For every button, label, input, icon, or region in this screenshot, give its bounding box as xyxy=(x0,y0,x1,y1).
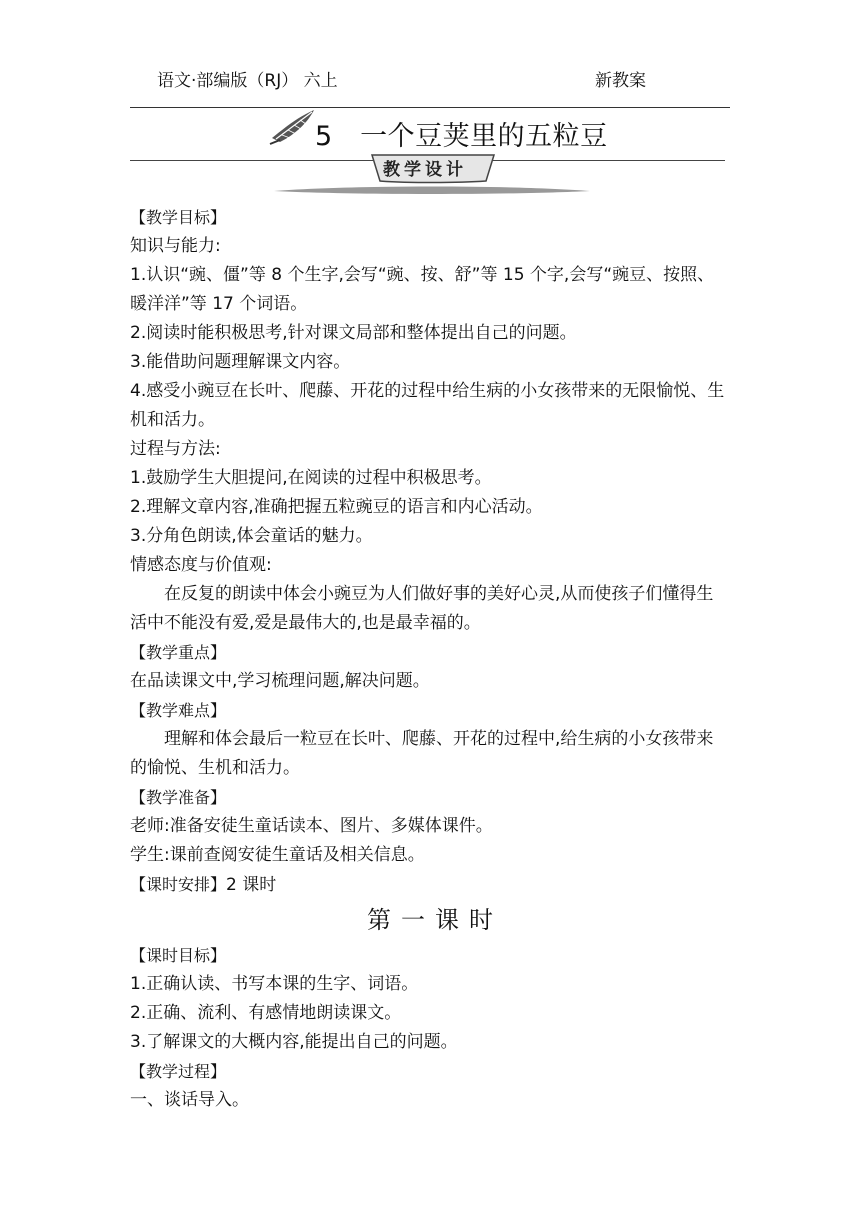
section-heading-schedule: 【课时安排】 xyxy=(130,875,227,894)
text-line: 1.正确认读、书写本课的生字、词语。 xyxy=(130,974,419,994)
text-line: 理解和体会最后一粒豆在长叶、爬藤、开花的过程中,给生病的小女孩带来 xyxy=(164,729,714,749)
text-line: 活中不能没有爱,爱是最伟大的,也是最幸福的。 xyxy=(130,613,481,633)
section-heading-preparation: 【教学准备】 xyxy=(130,788,227,807)
header-rule xyxy=(130,107,730,108)
section-heading-lesson-goals: 【课时目标】 xyxy=(130,946,227,965)
text-line: 3.了解课文的大概内容,能提出自己的问题。 xyxy=(130,1032,458,1052)
text-line: 1.认识“豌、僵”等 8 个生字,会写“豌、按、舒”等 15 个字,会写“豌豆、按照、 xyxy=(130,265,715,285)
text-line: 暖洋洋”等 17 个词语。 xyxy=(130,294,308,314)
text-line: 在品读课文中,学习梳理问题,解决问题。 xyxy=(130,671,430,691)
text-line: 知识与能力: xyxy=(130,236,221,256)
banner-title: 教学设计 xyxy=(383,160,467,180)
text-line: 4.感受小豌豆在长叶、爬藤、开花的过程中给生病的小女孩带来的无限愉悦、生 xyxy=(130,381,725,401)
schedule-line xyxy=(130,870,730,899)
page-header-left: 语文·部编版（RJ） 六上 xyxy=(157,71,338,91)
section-heading-difficulties: 【教学难点】 xyxy=(130,701,227,720)
text-line: 的愉悦、生机和活力。 xyxy=(130,758,300,778)
text-line: 情感态度与价值观: xyxy=(130,555,272,575)
page-header-right: 新教案 xyxy=(595,71,646,91)
text-line: 3.能借助问题理解课文内容。 xyxy=(130,352,351,372)
document-body xyxy=(130,203,730,1115)
text-line: 3.分角色朗读,体会童话的魅力。 xyxy=(130,526,373,546)
section-heading-process: 【教学过程】 xyxy=(130,1062,227,1081)
section-heading-key-points: 【教学重点】 xyxy=(130,643,227,662)
text-line: 学生:课前查阅安徒生童话及相关信息。 xyxy=(130,845,425,865)
schedule-value: 2 课时 xyxy=(226,875,277,895)
text-line: 老师:准备安徒生童话读本、图片、多媒体课件。 xyxy=(130,816,493,836)
text-line: 2.阅读时能积极思考,针对课文局部和整体提出自己的问题。 xyxy=(130,323,577,343)
text-line: 2.正确、流利、有感情地朗读课文。 xyxy=(130,1003,402,1023)
text-line: 1.鼓励学生大胆提问,在阅读的过程中积极思考。 xyxy=(130,468,492,488)
text-line: 在反复的朗读中体会小豌豆为人们做好事的美好心灵,从而使孩子们懂得生 xyxy=(164,584,714,604)
decorative-swoosh xyxy=(272,183,592,197)
text-line: 2.理解文章内容,准确把握五粒豌豆的语言和内心活动。 xyxy=(130,497,543,517)
quill-pen-icon xyxy=(268,108,316,148)
lesson-heading: 第一课时 xyxy=(367,906,503,934)
section-heading-goals: 【教学目标】 xyxy=(130,208,227,227)
text-line: 过程与方法: xyxy=(130,439,221,459)
text-line: 机和活力。 xyxy=(130,410,215,430)
lesson-title: 5 一个豆荚里的五粒豆 xyxy=(315,121,608,152)
text-line: 一、谈话导入。 xyxy=(130,1090,249,1110)
